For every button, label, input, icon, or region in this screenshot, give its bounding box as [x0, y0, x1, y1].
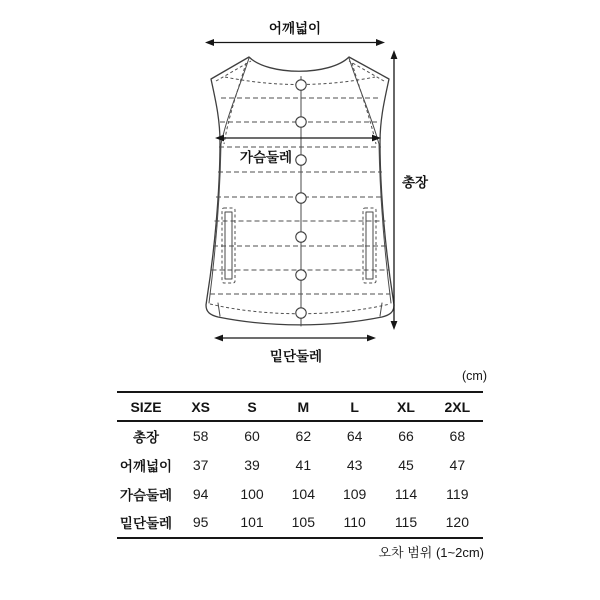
header-l: L — [329, 392, 380, 421]
header-m: M — [278, 392, 329, 421]
header-xs: XS — [175, 392, 226, 421]
cell-value: 41 — [295, 457, 312, 474]
table-row-hem-circumference — [117, 508, 483, 538]
cell-value: 115 — [394, 514, 418, 531]
hem-circumference-arrow — [214, 335, 376, 364]
table-row-shoulder-width — [117, 451, 483, 480]
row-label: 어깨넓이 — [119, 459, 173, 475]
shoulder-width-label: 어깨넓이 — [268, 21, 322, 36]
cell-value: 110 — [343, 514, 366, 531]
header-2xl: 2XL — [432, 392, 483, 421]
unit-label: (cm) — [462, 369, 487, 383]
shoulder-width-arrow — [205, 20, 385, 46]
cell-value: 119 — [446, 485, 469, 502]
cell-value: 39 — [244, 457, 260, 474]
cell-value: 37 — [192, 457, 209, 474]
cell-value: 114 — [394, 485, 418, 502]
cell-value: 95 — [192, 514, 209, 531]
header-s: S — [226, 392, 277, 421]
size-table — [117, 391, 483, 539]
header-xl: XL — [380, 392, 431, 421]
cell-value: 62 — [295, 428, 312, 445]
cell-value: 60 — [244, 428, 260, 445]
hem-circumference-label: 밑단둘레 — [269, 349, 323, 364]
cell-value: 104 — [291, 485, 315, 502]
cell-value: 68 — [449, 428, 466, 445]
cell-value: 58 — [192, 428, 209, 445]
cell-value: 100 — [240, 485, 264, 502]
table-row-total-length — [117, 421, 483, 451]
header-size: SIZE — [117, 392, 175, 421]
row-label: 총장 — [132, 430, 160, 446]
cell-value: 94 — [192, 485, 209, 502]
tolerance-note: 오차 범위 (1~2cm) — [378, 545, 484, 560]
vest-outline — [206, 57, 394, 326]
table-row-chest-circumference — [117, 479, 483, 508]
chest-circumference-label: 가슴둘레 — [239, 150, 293, 165]
size-table-header-row — [117, 392, 483, 421]
cell-value: 66 — [398, 428, 414, 445]
cell-value: 45 — [398, 457, 414, 474]
cell-value: 120 — [445, 514, 469, 531]
total-length-label: 총장 — [402, 175, 429, 190]
cell-value: 43 — [346, 457, 363, 474]
cell-value: 109 — [342, 485, 367, 502]
row-label: 가슴둘레 — [119, 487, 173, 503]
cell-value: 101 — [240, 514, 264, 531]
cell-value: 64 — [346, 428, 363, 445]
row-label: 밑단둘레 — [119, 516, 173, 532]
cell-value: 105 — [291, 514, 315, 531]
total-length-arrow — [391, 50, 429, 330]
cell-value: 47 — [449, 457, 466, 474]
